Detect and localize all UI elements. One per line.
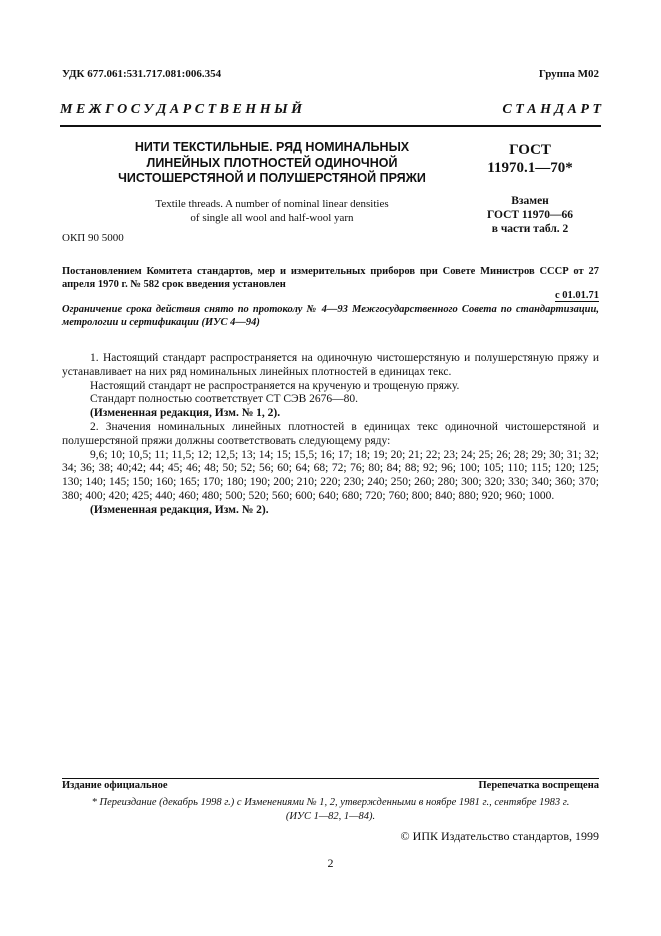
replaces-line: ГОСТ 11970—66 xyxy=(486,209,574,221)
okp-code: ОКП 90 5000 xyxy=(62,232,124,244)
reissue-line: (ИУС 1—82, 1—84). xyxy=(285,811,376,822)
footer-divider xyxy=(62,778,599,779)
official-edition: Издание официальное xyxy=(62,780,168,791)
amendment-note: (Измененная редакция, Изм. № 1, 2). xyxy=(90,407,281,420)
group-code: Группа М02 xyxy=(538,68,599,80)
standard-banner xyxy=(60,102,601,118)
gost-designation xyxy=(470,141,590,177)
replaces-block xyxy=(470,194,590,236)
copyright: © ИПК Издательство стандартов, 1999 xyxy=(400,829,599,843)
banner-word-standard: С Т А Н Д А Р Т xyxy=(502,102,601,117)
paragraph: Стандарт полностью соответствует СТ СЭВ 2676—80. xyxy=(90,393,359,406)
paragraph: 2. Значения номинальных линейных плотностей в единицах текс одиночной чистошерстяной и полушерстяной пряжи должны соответствовать следующему ряду: xyxy=(62,420,599,447)
effective-date: с 01.01.71 xyxy=(554,290,599,301)
gost-label: ГОСТ xyxy=(509,142,551,158)
banner-word-interstate: М Е Ж Г О С У Д А Р С Т В Е Н Н Ы Й xyxy=(60,102,303,117)
reprint-prohibited: Перепечатка воспрещена xyxy=(478,780,599,791)
title-line: НИТИ ТЕКСТИЛЬНЫЕ. РЯД НОМИНАЛЬНЫХ xyxy=(134,140,410,154)
paragraph: Настоящий стандарт не распространяется на крученую и трощеную пряжу. xyxy=(90,379,460,392)
english-title xyxy=(112,197,432,225)
title-line: ЧИСТОШЕРСТЯНОЙ И ПОЛУШЕРСТЯНОЙ ПРЯЖИ xyxy=(118,171,426,185)
replaces-line: Взамен xyxy=(511,195,549,207)
english-title-line: of single all wool and half-wool yarn xyxy=(190,212,354,224)
document-title xyxy=(112,140,432,187)
standard-body xyxy=(62,352,599,518)
amendment-note: (Измененная редакция, Изм. № 2). xyxy=(90,503,269,516)
reissue-note xyxy=(62,796,599,824)
page-number: 2 xyxy=(327,856,334,870)
replaces-line: в части табл. 2 xyxy=(491,223,569,235)
density-series: 9,6; 10; 10,5; 11; 11,5; 12; 12,5; 13; 14; 15; 15,5; 16; 17; 18; 19; 20; 21; 22; 23; 24; 25; 26; 28; 29; 30; 31; 32; 34; 36; 38; 40;42; 44; 45; 46; 48; 50; 52; 56; 60; 64; 68; 72; 76; 80; 84; 88; 92; 96; 100; 105; 110; 115; 120; 125; 130; 140; 145; 150; 160; 165; 170; 180; 190; 200; 210; 220; 230; 240; 250; 260; 280; 300; 320; 330; 340; 360; 370; 380; 400; 420; 425; 440; 460; 480; 500; 520; 560; 600; 640; 680; 720; 760; 800; 840; 880; 920; 960; 1000. xyxy=(62,448,599,502)
paragraph: 1. Настоящий стандарт распространяется на одиночную чистошерстяную и полушерстяную пряжу и устанавливает на них ряд номинальных линейных плотностей в единицах текс. xyxy=(62,352,599,378)
decree-text: Постановлением Комитета стандартов, мер и измерительных приборов при Совете Министров СССР от 27 апреля 1970 г. № 582 срок введения установлен xyxy=(62,266,599,290)
reissue-line: * Переиздание (декабрь 1998 г.) с Изменениями № 1, 2, утвержденными в ноябре 1981 г., сентябре 1983 г. xyxy=(91,797,570,808)
english-title-line: Textile threads. A number of nominal linear densities xyxy=(155,198,389,210)
udk-code: УДК 677.061:531.717.081:006.354 xyxy=(62,68,222,80)
gost-number: 11970.1—70* xyxy=(487,160,573,176)
title-line: ЛИНЕЙНЫХ ПЛОТНОСТЕЙ ОДИНОЧНОЙ xyxy=(146,155,398,170)
limitation-text: Ограничение срока действия снято по протоколу № 4—93 Межгосударственного Совета по стандартизации, метрологии и сертификации (ИУС 4—94) xyxy=(62,304,599,328)
banner-divider xyxy=(60,125,601,127)
